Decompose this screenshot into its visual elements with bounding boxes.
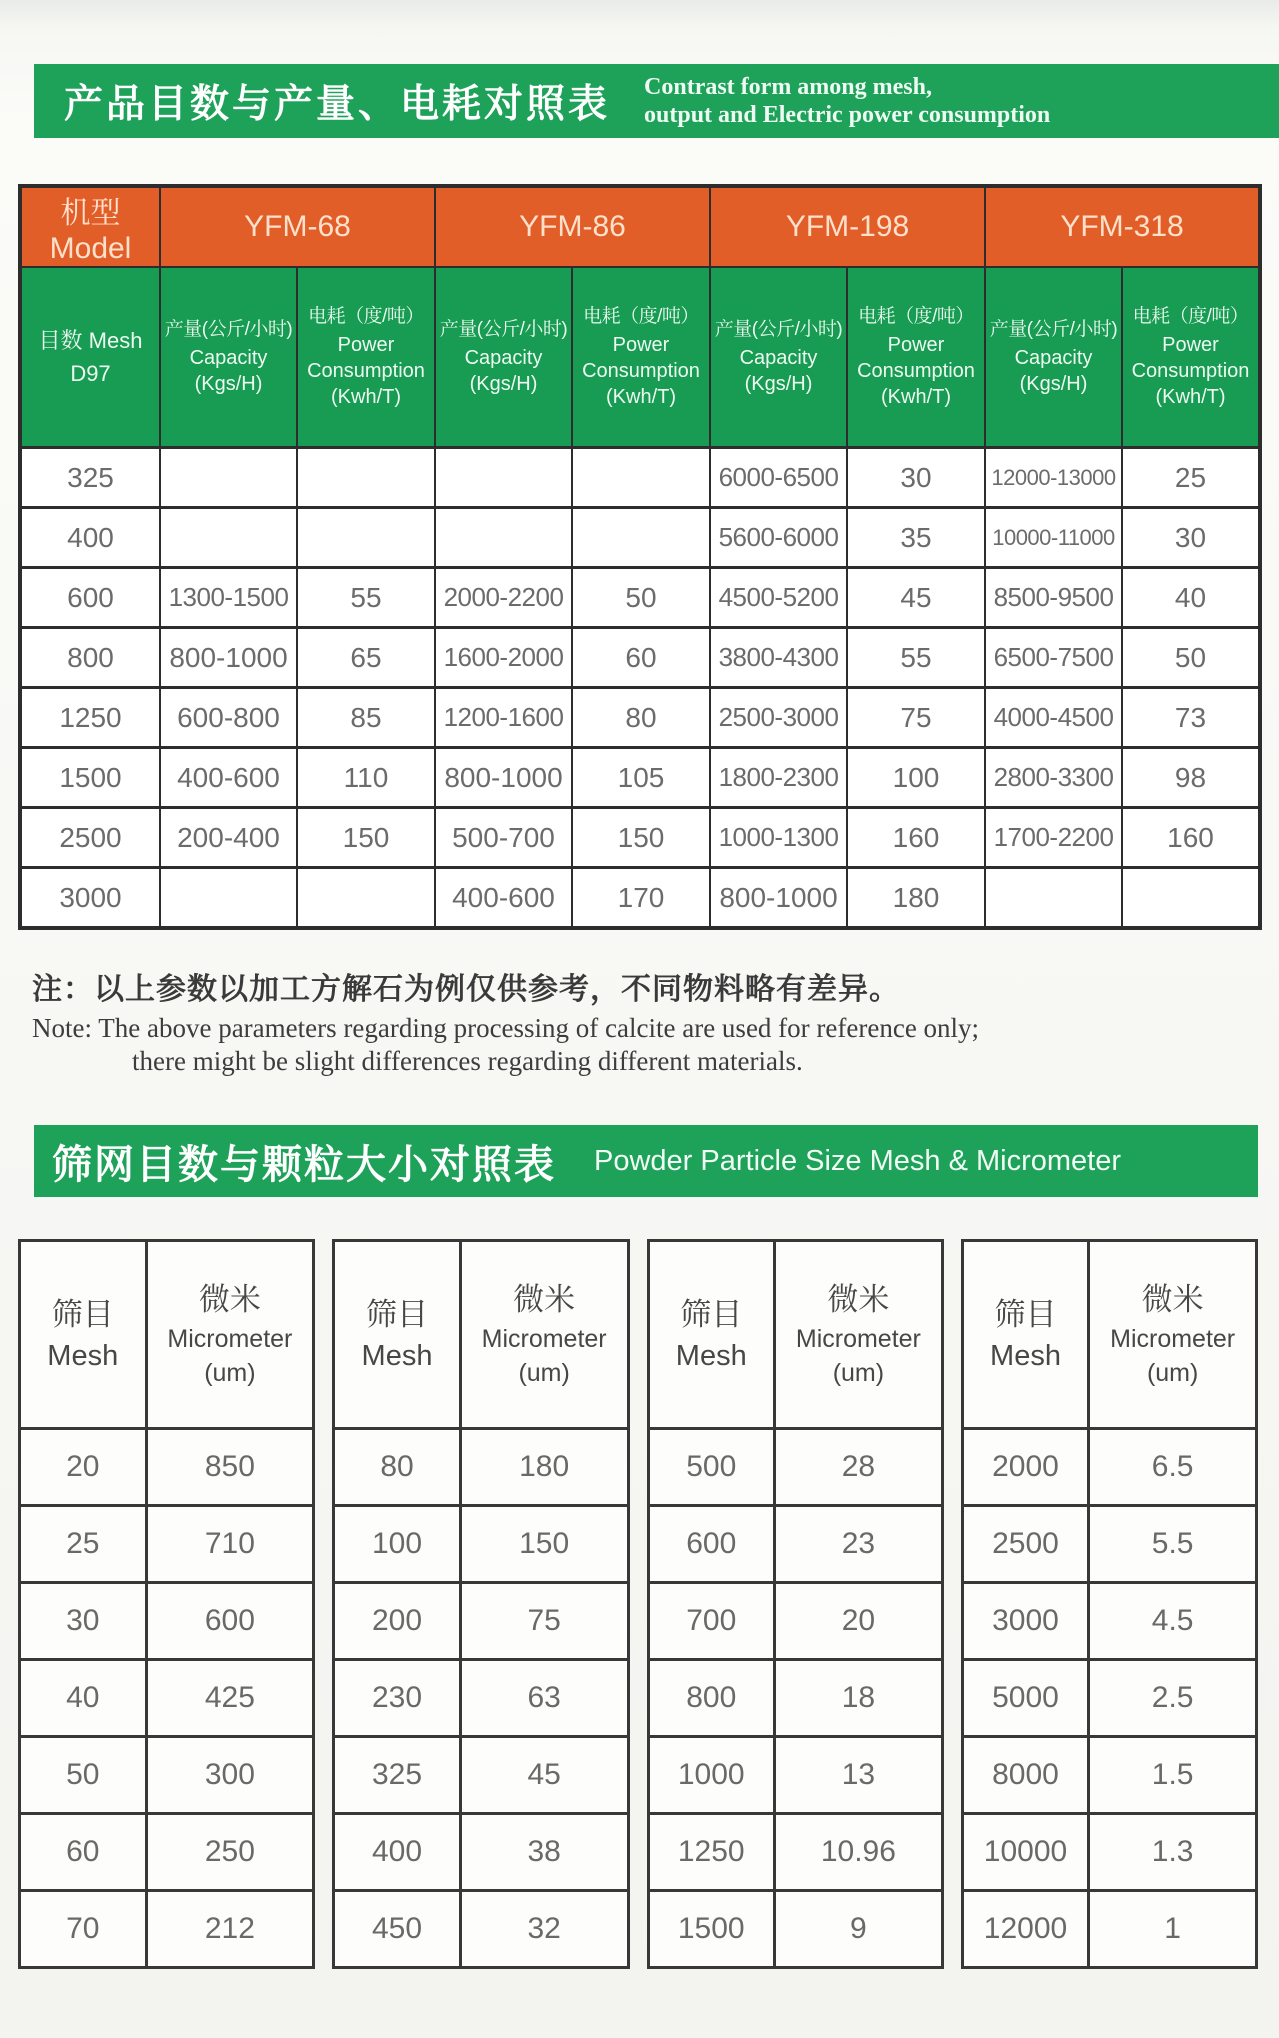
capacity-header-unit: (Kgs/H) <box>194 373 263 396</box>
data-cell: 40 <box>1122 568 1260 628</box>
micron-value-cell: 425 <box>146 1660 314 1737</box>
mesh-column-header <box>648 1241 775 1429</box>
table-row <box>20 748 1260 808</box>
mesh-value-cell: 2000 <box>962 1429 1089 1506</box>
data-cell: 110 <box>297 748 435 808</box>
data-cell: 4000-4500 <box>985 688 1122 748</box>
data-cell: 60 <box>572 628 710 688</box>
micron-value-cell: 1.5 <box>1089 1737 1257 1814</box>
mesh-column-header <box>962 1241 1089 1429</box>
capacity-header-en: Capacity <box>464 346 543 369</box>
data-cell <box>160 868 297 929</box>
capacity-header-en: Capacity <box>189 346 268 369</box>
micron-header-en: Micrometer <box>481 1325 607 1354</box>
note-english-line2: there might be slight differences regarding different materials. <box>132 1046 803 1076</box>
mesh-value-cell: 1500 <box>648 1891 775 1968</box>
micron-header-unit: (um) <box>832 1358 885 1387</box>
mesh-value-cell: 3000 <box>20 868 160 929</box>
mesh-output-power-table <box>18 184 1262 930</box>
micron-value-cell: 28 <box>775 1429 943 1506</box>
micron-value-cell: 250 <box>146 1814 314 1891</box>
data-cell: 2800-3300 <box>985 748 1122 808</box>
micron-header-unit: (um) <box>204 1358 256 1387</box>
table-row <box>648 1660 942 1737</box>
data-cell: 160 <box>1122 808 1260 868</box>
table-row <box>334 1660 628 1737</box>
mesh-value-cell: 100 <box>334 1506 461 1583</box>
model-header-row <box>20 186 1260 267</box>
micron-value-cell: 9 <box>775 1891 943 1968</box>
micron-value-cell: 45 <box>460 1737 628 1814</box>
mesh-value-cell: 30 <box>20 1583 147 1660</box>
power-header-en2: Consumption <box>857 360 975 383</box>
data-cell: 1200-1600 <box>435 688 572 748</box>
mesh-micron-body <box>334 1429 628 1968</box>
note-chinese: 注：以上参数以加工方解石为例仅供参考，不同物料略有差异。 <box>32 973 900 1006</box>
mesh-value-cell: 70 <box>20 1891 147 1968</box>
data-cell: 180 <box>847 868 985 929</box>
mesh-micron-header-row <box>334 1241 628 1429</box>
data-cell: 80 <box>572 688 710 748</box>
micron-value-cell: 18 <box>775 1660 943 1737</box>
micron-header-zh: 微米 <box>198 1282 261 1318</box>
data-cell: 1300-1500 <box>160 568 297 628</box>
data-cell <box>160 448 297 508</box>
data-cell: 170 <box>572 868 710 929</box>
model-header-cell: 机型 Model <box>20 186 160 267</box>
micron-value-cell: 32 <box>460 1891 628 1968</box>
mesh-value-cell: 600 <box>20 568 160 628</box>
data-cell: 1700-2200 <box>985 808 1122 868</box>
mesh-value-cell: 700 <box>648 1583 775 1660</box>
micron-value-cell: 300 <box>146 1737 314 1814</box>
data-cell: 5600-6000 <box>710 508 847 568</box>
mesh-value-cell: 1000 <box>648 1737 775 1814</box>
power-header-en2: Consumption <box>1131 360 1250 383</box>
mesh-header-zh: 筛目 <box>680 1297 743 1333</box>
mesh-micron-header-row <box>962 1241 1256 1429</box>
micron-value-cell: 850 <box>146 1429 314 1506</box>
data-cell <box>297 448 435 508</box>
data-cell <box>985 868 1122 929</box>
micron-value-cell: 6.5 <box>1089 1429 1257 1506</box>
data-cell: 1600-2000 <box>435 628 572 688</box>
section1-title-chinese: 产品目数与产量、电耗对照表 <box>64 83 611 126</box>
data-cell: 10000-11000 <box>985 508 1122 568</box>
mesh-value-cell: 20 <box>20 1429 147 1506</box>
mesh-micron-head <box>648 1241 942 1429</box>
measure-header-row <box>20 267 1260 448</box>
mesh-header-zh: 筛目 <box>366 1297 428 1333</box>
section2-title-chinese: 筛网目数与颗粒大小对照表 <box>52 1142 556 1187</box>
mesh-header-en: Mesh <box>47 1340 119 1373</box>
power-header-zh: 电耗（度/吨） <box>308 306 424 328</box>
section1-title-english <box>644 73 1050 130</box>
table-row <box>20 868 1260 929</box>
table-row <box>648 1891 942 1968</box>
data-cell: 55 <box>847 628 985 688</box>
mesh-value-cell: 60 <box>20 1814 147 1891</box>
data-cell <box>297 868 435 929</box>
section1-title-english-line2: output and Electric power consumption <box>644 102 1051 128</box>
data-cell: 150 <box>572 808 710 868</box>
model-name-yfm318: YFM-318 <box>985 186 1260 267</box>
power-header-zh: 电耗（度/吨） <box>583 306 699 328</box>
table-row <box>20 1506 314 1583</box>
data-cell: 160 <box>847 808 985 868</box>
data-cell: 150 <box>297 808 435 868</box>
page <box>0 64 1279 1969</box>
data-cell <box>572 508 710 568</box>
data-cell <box>160 508 297 568</box>
mesh-header-en: Mesh <box>990 1340 1061 1373</box>
mesh-value-cell: 800 <box>20 628 160 688</box>
mesh-value-cell: 40 <box>20 1660 147 1737</box>
data-cell: 45 <box>847 568 985 628</box>
data-cell: 75 <box>847 688 985 748</box>
power-header-en1: Power <box>612 333 670 356</box>
capacity-header-unit: (Kgs/H) <box>469 373 538 396</box>
micron-header-en: Micrometer <box>1110 1325 1236 1354</box>
micron-value-cell: 23 <box>775 1506 943 1583</box>
data-cell: 25 <box>1122 448 1260 508</box>
data-cell: 2500-3000 <box>710 688 847 748</box>
micron-value-cell: 1 <box>1089 1891 1257 1968</box>
data-cell: 8500-9500 <box>985 568 1122 628</box>
model-table-body <box>20 448 1260 929</box>
mesh-header-sub: D97 <box>70 361 111 386</box>
data-cell: 100 <box>847 748 985 808</box>
mesh-micron-header-row <box>648 1241 942 1429</box>
mesh-micron-table <box>961 1239 1258 1969</box>
micron-header-unit: (um) <box>1146 1358 1199 1387</box>
mesh-value-cell: 400 <box>20 508 160 568</box>
data-cell: 500-700 <box>435 808 572 868</box>
data-cell: 6500-7500 <box>985 628 1122 688</box>
mesh-micron-table <box>18 1239 315 1969</box>
mesh-column-header <box>20 1241 147 1429</box>
mesh-value-cell: 200 <box>334 1583 461 1660</box>
data-cell: 30 <box>847 448 985 508</box>
table-row <box>334 1429 628 1506</box>
mesh-value-cell: 8000 <box>962 1737 1089 1814</box>
micron-value-cell: 710 <box>146 1506 314 1583</box>
micron-header-zh: 微米 <box>513 1282 576 1318</box>
capacity-header-unit: (Kgs/H) <box>1019 373 1088 396</box>
table-row <box>648 1429 942 1506</box>
micron-value-cell: 180 <box>460 1429 628 1506</box>
capacity-header-en: Capacity <box>739 346 818 369</box>
mesh-value-cell: 3000 <box>962 1583 1089 1660</box>
power-header-unit: (Kwh/T) <box>1155 386 1226 409</box>
micrometer-column-header <box>460 1241 628 1429</box>
data-cell: 73 <box>1122 688 1260 748</box>
data-cell <box>572 448 710 508</box>
mesh-column-header <box>20 267 160 448</box>
mesh-value-cell: 325 <box>20 448 160 508</box>
mesh-value-cell: 2500 <box>962 1506 1089 1583</box>
micron-value-cell: 212 <box>146 1891 314 1968</box>
mesh-value-cell: 25 <box>20 1506 147 1583</box>
data-cell <box>297 508 435 568</box>
table-row <box>20 1737 314 1814</box>
mesh-value-cell: 800 <box>648 1660 775 1737</box>
micron-value-cell: 2.5 <box>1089 1660 1257 1737</box>
table-row <box>20 1814 314 1891</box>
mesh-value-cell: 450 <box>334 1891 461 1968</box>
section1-title-english-line1: Contrast form among mesh, <box>644 73 932 100</box>
data-cell: 2000-2200 <box>435 568 572 628</box>
data-cell: 98 <box>1122 748 1260 808</box>
data-cell: 400-600 <box>160 748 297 808</box>
mesh-value-cell: 1500 <box>20 748 160 808</box>
data-cell: 600-800 <box>160 688 297 748</box>
model-table-head <box>20 186 1260 448</box>
mesh-value-cell: 325 <box>334 1737 461 1814</box>
micron-header-unit: (um) <box>518 1358 570 1387</box>
model-name-yfm198: YFM-198 <box>710 186 985 267</box>
table-row <box>962 1583 1256 1660</box>
power-header-en1: Power <box>1162 333 1219 356</box>
data-cell: 200-400 <box>160 808 297 868</box>
mesh-value-cell: 50 <box>20 1737 147 1814</box>
table-row <box>20 628 1260 688</box>
table-row <box>962 1891 1256 1968</box>
mesh-micron-head <box>962 1241 1256 1429</box>
model-name-yfm86: YFM-86 <box>435 186 710 267</box>
mesh-micron-tables-row <box>18 1239 1258 1969</box>
power-header-unit: (Kwh/T) <box>881 386 951 409</box>
micron-value-cell: 4.5 <box>1089 1583 1257 1660</box>
data-cell: 800-1000 <box>160 628 297 688</box>
power-header-unit: (Kwh/T) <box>606 386 676 409</box>
mesh-value-cell: 1250 <box>648 1814 775 1891</box>
power-header-en2: Consumption <box>582 360 700 383</box>
data-cell: 1000-1300 <box>710 808 847 868</box>
micron-value-cell: 13 <box>775 1737 943 1814</box>
micron-value-cell: 20 <box>775 1583 943 1660</box>
data-cell: 3800-4300 <box>710 628 847 688</box>
power-column-header <box>1122 267 1260 448</box>
micron-value-cell: 5.5 <box>1089 1506 1257 1583</box>
micron-value-cell: 1.3 <box>1089 1814 1257 1891</box>
mesh-header-label: 目数 Mesh <box>38 328 143 353</box>
micron-value-cell: 38 <box>460 1814 628 1891</box>
table-row <box>962 1660 1256 1737</box>
data-cell: 50 <box>572 568 710 628</box>
table-row <box>648 1814 942 1891</box>
mesh-micron-head <box>20 1241 314 1429</box>
mesh-micron-table <box>647 1239 944 1969</box>
power-header-en2: Consumption <box>307 360 425 383</box>
mesh-value-cell: 12000 <box>962 1891 1089 1968</box>
mesh-value-cell: 230 <box>334 1660 461 1737</box>
mesh-micron-head <box>334 1241 628 1429</box>
mesh-micron-body <box>962 1429 1256 1968</box>
power-header-zh: 电耗（度/吨） <box>858 306 974 328</box>
power-header-en1: Power <box>337 333 395 356</box>
mesh-value-cell: 80 <box>334 1429 461 1506</box>
mesh-header-en: Mesh <box>675 1340 747 1373</box>
data-cell: 6000-6500 <box>710 448 847 508</box>
table-row <box>20 508 1260 568</box>
data-cell <box>1122 868 1260 929</box>
data-cell: 400-600 <box>435 868 572 929</box>
micrometer-column-header <box>146 1241 314 1429</box>
data-cell: 65 <box>297 628 435 688</box>
data-cell: 1800-2300 <box>710 748 847 808</box>
model-name-yfm68: YFM-68 <box>160 186 435 267</box>
capacity-header-zh: 产量(公斤/小时) <box>714 319 843 341</box>
capacity-column-header <box>435 267 572 448</box>
table-row <box>334 1737 628 1814</box>
table-row <box>962 1429 1256 1506</box>
data-cell: 30 <box>1122 508 1260 568</box>
power-column-header <box>847 267 985 448</box>
table-row <box>20 688 1260 748</box>
micron-value-cell: 63 <box>460 1660 628 1737</box>
mesh-value-cell: 600 <box>648 1506 775 1583</box>
micrometer-column-header <box>775 1241 943 1429</box>
capacity-column-header <box>160 267 297 448</box>
micron-value-cell: 75 <box>460 1583 628 1660</box>
table-row <box>20 448 1260 508</box>
capacity-header-en: Capacity <box>1014 346 1093 369</box>
table-row <box>20 1891 314 1968</box>
table-row <box>648 1737 942 1814</box>
micrometer-column-header <box>1089 1241 1257 1429</box>
mesh-value-cell: 10000 <box>962 1814 1089 1891</box>
capacity-header-zh: 产量(公斤/小时) <box>164 319 293 341</box>
table-row <box>648 1583 942 1660</box>
capacity-header-unit: (Kgs/H) <box>744 373 813 396</box>
mesh-value-cell: 400 <box>334 1814 461 1891</box>
mesh-header-zh: 筛目 <box>994 1297 1057 1333</box>
mesh-value-cell: 2500 <box>20 808 160 868</box>
capacity-header-zh: 产量(公斤/小时) <box>989 319 1118 341</box>
mesh-micron-body <box>20 1429 314 1968</box>
micron-header-en: Micrometer <box>795 1325 921 1354</box>
micron-value-cell: 150 <box>460 1506 628 1583</box>
table-row <box>962 1506 1256 1583</box>
micron-header-en: Micrometer <box>167 1325 293 1354</box>
power-header-unit: (Kwh/T) <box>331 386 401 409</box>
mesh-micron-table <box>332 1239 629 1969</box>
table-row <box>334 1891 628 1968</box>
table-row <box>20 1583 314 1660</box>
section2-title-english: Powder Particle Size Mesh & Micrometer <box>594 1144 1121 1177</box>
data-cell: 105 <box>572 748 710 808</box>
mesh-micron-body <box>648 1429 942 1968</box>
data-cell <box>435 448 572 508</box>
data-cell: 800-1000 <box>435 748 572 808</box>
table-row <box>334 1583 628 1660</box>
table-row <box>334 1506 628 1583</box>
capacity-header-zh: 产量(公斤/小时) <box>439 319 568 341</box>
mesh-header-zh: 筛目 <box>51 1297 114 1333</box>
data-cell: 50 <box>1122 628 1260 688</box>
table-row <box>20 1429 314 1506</box>
data-cell: 85 <box>297 688 435 748</box>
micron-header-zh: 微米 <box>1141 1282 1204 1318</box>
data-cell: 55 <box>297 568 435 628</box>
note-english-line1: Note: The above parameters regarding processing of calcite are used for reference only; <box>32 1013 980 1043</box>
data-cell: 800-1000 <box>710 868 847 929</box>
data-cell: 4500-5200 <box>710 568 847 628</box>
table-row <box>962 1737 1256 1814</box>
capacity-column-header <box>985 267 1122 448</box>
table-row <box>648 1506 942 1583</box>
micron-value-cell: 600 <box>146 1583 314 1660</box>
capacity-column-header <box>710 267 847 448</box>
mesh-micron-header-row <box>20 1241 314 1429</box>
power-header-zh: 电耗（度/吨） <box>1132 306 1249 328</box>
section1-title-banner <box>34 64 1279 138</box>
mesh-column-header <box>334 1241 461 1429</box>
mesh-value-cell: 500 <box>648 1429 775 1506</box>
power-column-header <box>297 267 435 448</box>
mesh-value-cell: 5000 <box>962 1660 1089 1737</box>
table-row <box>20 568 1260 628</box>
micron-header-zh: 微米 <box>827 1282 890 1318</box>
section2-title-banner <box>34 1125 1258 1197</box>
data-cell: 12000-13000 <box>985 448 1122 508</box>
data-cell: 35 <box>847 508 985 568</box>
table-row <box>334 1814 628 1891</box>
table-row <box>20 1660 314 1737</box>
power-header-en1: Power <box>887 333 945 356</box>
table-row <box>962 1814 1256 1891</box>
mesh-value-cell: 1250 <box>20 688 160 748</box>
note <box>32 964 1279 1077</box>
table-row <box>20 808 1260 868</box>
micron-value-cell: 10.96 <box>775 1814 943 1891</box>
power-column-header <box>572 267 710 448</box>
mesh-header-en: Mesh <box>361 1340 433 1373</box>
data-cell <box>435 508 572 568</box>
